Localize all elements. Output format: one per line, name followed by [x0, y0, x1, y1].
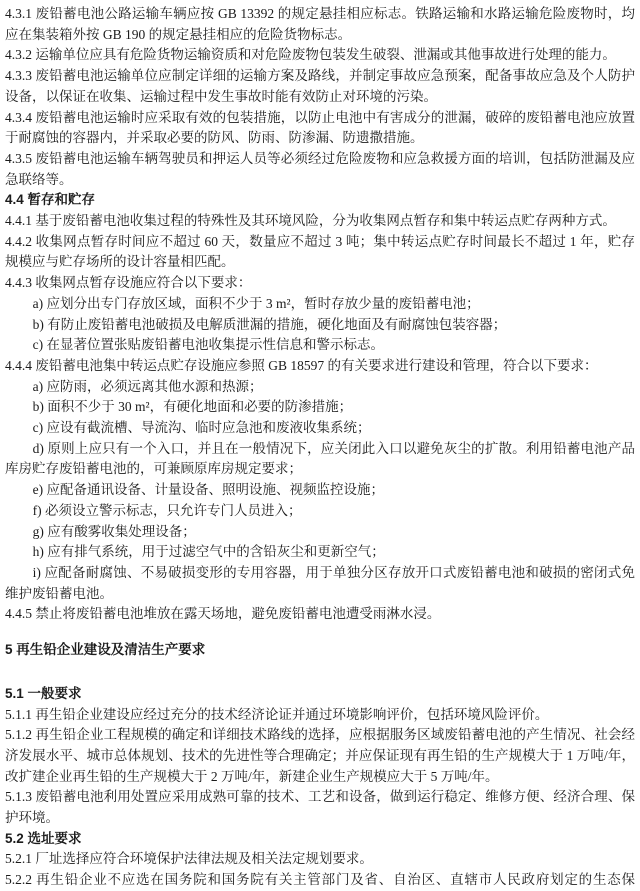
section-heading-5-2: 5.2 选址要求	[5, 830, 82, 846]
clause-5-1-3: 5.1.3 废铅蓄电池利用处置应采用成熟可靠的技术、工艺和设备，做到运行稳定、维修方便、经济合理、保护环境。	[5, 789, 635, 826]
list-item-4-4-4-i: i) 应配备耐腐蚀、不易破损变形的专用容器，用于单独分区存放开口式废铅蓄电池和破损的密闭式免维护废铅蓄电池。	[5, 564, 635, 601]
clause-4-4-5: 4.4.5 禁止将废铅蓄电池堆放在露天场地，避免废铅蓄电池遭受雨淋水浸。	[5, 606, 441, 622]
clause-4-3-3: 4.3.3 废铅蓄电池运输单位应制定详细的运输方案及路线，并制定事故应急预案，配备事故应急及个人防护设备，以保证在收集、运输过程中发生事故时能有效防止对环境的污染。	[5, 68, 635, 104]
clause-5-2-2-truncated: 5.2.2 再生铅企业不应选在国务院和国务院有关主管部门及省、自治区、直辖市人民政府划定的生态保	[5, 872, 635, 888]
list-item-4-4-4-f: f) 必须设立警示标志，只允许专门人员进入；	[32, 502, 302, 518]
list-item-4-4-4-d: d) 原则上应只有一个入口，并且在一般情况下，应关闭此入口以避免灰尘的扩散。利用铅蓄电池产品库房贮存废铅蓄电池的，可兼顾原库房规定要求；	[5, 440, 635, 477]
chapter-heading-5: 5 再生铅企业建设及清洁生产要求	[5, 642, 206, 658]
clause-4-3-1: 4.3.1 废铅蓄电池公路运输车辆应按 GB 13392 的规定悬挂相应标志。铁路运输和水路运输危险废物时，均应在集装箱外按 GB 190 的规定悬挂相应的危险货物标志。	[5, 6, 635, 42]
list-item-4-4-3-a: a) 应划分出专门存放区域，面积不少于 3 m²，暂时存放少量的废铅蓄电池；	[32, 295, 480, 311]
clause-4-3-5: 4.3.5 废铅蓄电池运输车辆驾驶员和押运人员等必须经过危险废物和应急救援方面的培训，包括防泄漏及应急联络等。	[5, 150, 635, 187]
clause-4-4-1: 4.4.1 基于废铅蓄电池收集过程的特殊性及其环境风险，分为收集网点暂存和集中转运点贮存两种方式。	[5, 213, 616, 229]
clause-4-3-4: 4.3.4 废铅蓄电池运输时应采取有效的包装措施，以防止电池中有害成分的泄漏，破碎的废铅蓄电池应放置于耐腐蚀的容器内，并采取必要的防风、防雨、防渗漏、防遗撒措施。	[5, 109, 635, 146]
list-item-4-4-4-c: c) 应设有截流槽、导流沟、临时应急池和废液收集系统；	[32, 420, 371, 436]
clause-4-4-2: 4.4.2 收集网点暂存时间应不超过 60 天，数量应不超过 3 吨；集中转运点贮存时间最长不超过 1 年，贮存规模应与贮存场所的设计容量相匹配。	[5, 233, 635, 270]
list-item-4-4-4-b: b) 面积不少于 30 m²，有硬化地面和必要的防渗措施；	[32, 399, 353, 415]
list-item-4-4-4-g: g) 应有酸雾收集处理设备；	[32, 523, 196, 539]
section-heading-4-4: 4.4 暂存和贮存	[5, 192, 96, 208]
list-item-4-4-4-h: h) 应有排气系统，用于过滤空气中的含铅灰尘和更新空气；	[32, 544, 385, 560]
clause-4-4-4: 4.4.4 废铅蓄电池集中转运点贮存设施应参照 GB 18597 的有关要求进行建设和管理，符合以下要求：	[5, 357, 598, 373]
clause-5-2-1: 5.2.1 厂址选择应符合环境保护法律法规及相关法定规划要求。	[5, 851, 373, 867]
section-heading-5-1: 5.1 一般要求	[5, 685, 82, 701]
clause-5-1-1: 5.1.1 再生铅企业建设应经过充分的技术经济论证并通过环境影响评价，包括环境风险评价。	[5, 706, 549, 722]
list-item-4-4-3-b: b) 有防止废铅蓄电池破损及电解质泄漏的措施，硬化地面及有耐腐蚀包装容器；	[32, 316, 507, 332]
clause-4-3-2: 4.3.2 运输单位应具有危险货物运输资质和对危险废物包装发生破裂、泄漏或其他事故进行处理的能力。	[5, 47, 616, 63]
clause-5-1-2: 5.1.2 再生铅企业工程规模的确定和详细技术路线的选择，应根据服务区域废铅蓄电池的产生情况、社会经济发展水平、城市总体规划、技术的先进性等合理确定；并应保证现有再生铅的生产规模大于 1 万吨/年，改扩建企业再生铅的生产规模大于 2 万吨/年，新建企业生产规模应大于 5 万吨/年。	[5, 727, 635, 784]
list-item-4-4-4-e: e) 应配备通讯设备、计量设备、照明设施、视频监控设施；	[32, 482, 385, 498]
clause-4-4-3: 4.4.3 收集网点暂存设施应符合以下要求：	[5, 275, 252, 291]
list-item-4-4-3-c: c) 在显著位置张贴废铅蓄电池收集提示性信息和警示标志。	[32, 337, 385, 353]
list-item-4-4-4-a: a) 应防雨，必须远离其他水源和热源；	[32, 378, 263, 394]
